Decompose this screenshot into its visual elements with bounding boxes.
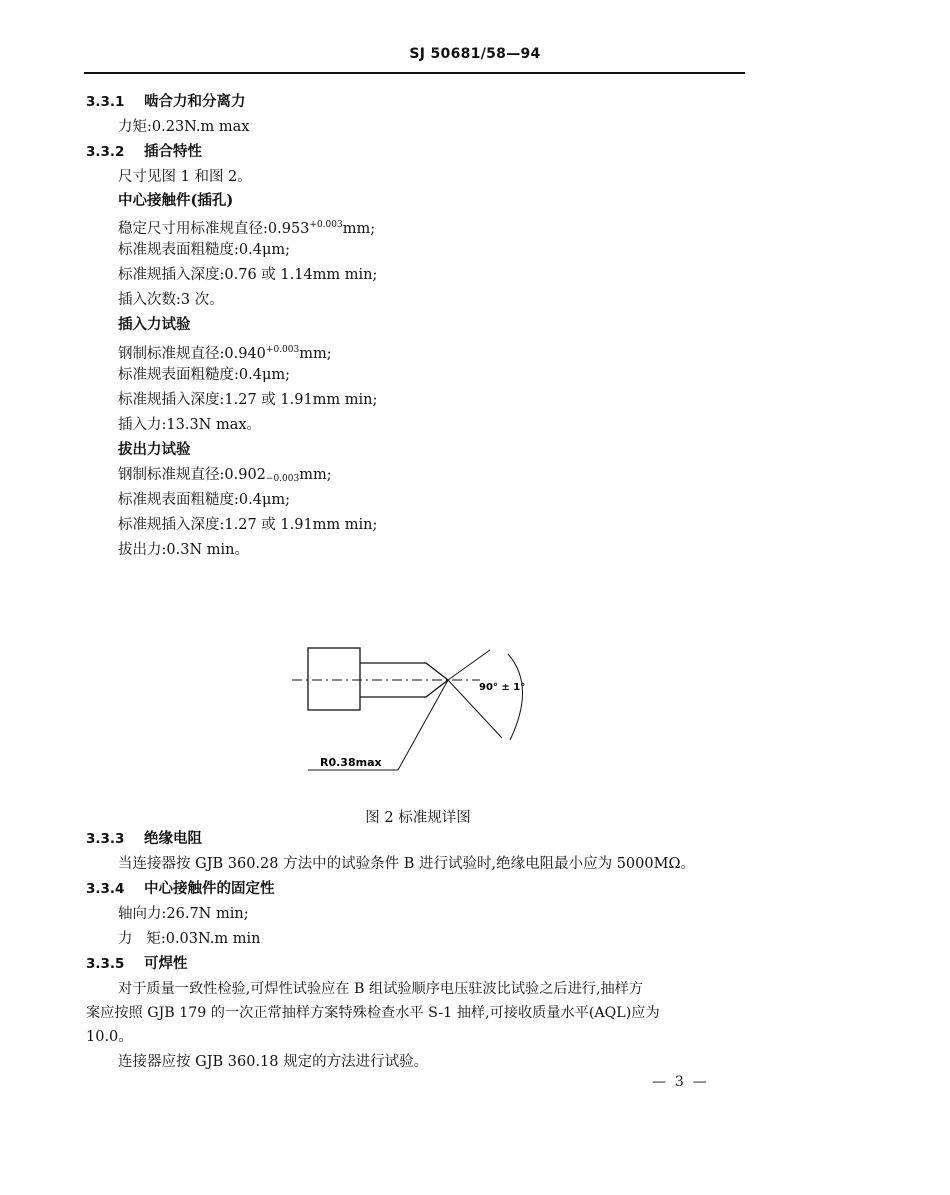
text-segment: mm; [299, 467, 332, 483]
text-line: 插入力试验 [118, 316, 191, 333]
text-line: 拔出力:0.3N min。 [118, 542, 249, 558]
text-line: 拔出力试验 [118, 441, 191, 458]
steel-gauge-diameter-line [118, 466, 332, 488]
gauge-diameter-line [118, 216, 375, 238]
text-line: 10.0。 [86, 1029, 133, 1045]
text-line: 当连接器按 GJB 360.28 方法中的试验条件 B 进行试验时,绝缘电阻最小应为 5000MΩ。 [118, 856, 695, 872]
tolerance-superscript: +0.003 [265, 345, 300, 355]
radius-leader [398, 680, 448, 770]
text-line: 插入力:13.3N max。 [118, 417, 262, 433]
section-3-3-3-heading [86, 830, 202, 848]
radius-label: R0.38max [320, 756, 382, 769]
section-number: 3.3.1 [86, 94, 125, 110]
tolerance-superscript: +0.003 [309, 220, 343, 230]
section-3-3-2-heading [86, 143, 202, 161]
header-rule [84, 72, 745, 74]
gauge-head-outline [308, 648, 360, 710]
text-line: 标准规插入深度:1.27 或 1.91mm min; [118, 517, 378, 533]
text-segment: mm; [299, 346, 332, 362]
section-title: 中心接触件的固定性 [144, 880, 275, 897]
text-segment: 稳定尺寸用标准规直径:0.953 [118, 221, 310, 237]
text-line: 中心接触件(插孔) [118, 192, 234, 209]
text-line: 尺寸见图 1 和图 2。 [118, 169, 252, 185]
text-line: 对于质量一致性检验,可焊性试验应在 B 组试验顺序电压驻波比试验之后进行,抽样方 [118, 981, 644, 997]
steel-gauge-diameter-line [118, 341, 332, 363]
text-line: 插入次数:3 次。 [118, 292, 224, 308]
angle-label: 90° ± 1° [479, 682, 526, 693]
text-line: 标准规插入深度:0.76 或 1.14mm min; [118, 267, 378, 283]
angle-arc [508, 654, 523, 740]
document-id-header: SJ 50681/58—94 [409, 46, 541, 62]
text-line: 标准规表面粗糙度:0.4μm; [118, 492, 291, 508]
tolerance-subscript: −0.003 [265, 474, 300, 484]
text-line: 标准规表面粗糙度:0.4μm; [118, 242, 291, 258]
text-segment: 钢制标准规直径:0.940 [118, 346, 266, 362]
section-title: 插合特性 [144, 143, 202, 160]
text-segment: 钢制标准规直径:0.902 [118, 467, 266, 483]
section-number: 3.3.4 [86, 881, 125, 897]
text-line: 轴向力:26.7N min; [118, 906, 249, 922]
figure-caption: 图 2 标准规详图 [365, 810, 471, 826]
angle-leg-upper [448, 650, 490, 680]
text-line: 标准规表面粗糙度:0.4μm; [118, 367, 291, 383]
section-title: 可焊性 [144, 955, 188, 972]
text-line: 力 矩:0.03N.m min [118, 931, 261, 947]
text-segment: mm; [342, 221, 376, 237]
section-number: 3.3.5 [86, 956, 125, 972]
torque-line: 力矩:0.23N.m max [118, 119, 250, 135]
section-number: 3.3.2 [86, 144, 125, 160]
text-line: 连接器应按 GJB 360.18 规定的方法进行试验。 [118, 1054, 429, 1070]
section-number: 3.3.3 [86, 831, 125, 847]
section-3-3-5-heading [86, 955, 188, 973]
gauge-detail-drawing [280, 630, 560, 780]
text-line: 标准规插入深度:1.27 或 1.91mm min; [118, 392, 378, 408]
section-3-3-1-heading [86, 93, 246, 111]
page-number: — 3 — [652, 1074, 707, 1090]
text-line: 案应按照 GJB 179 的一次正常抽样方案特殊检查水平 S-1 抽样,可接收质量水平(AQL)应为 [86, 1005, 660, 1021]
section-title: 绝缘电阻 [144, 830, 202, 847]
section-title: 啮合力和分离力 [144, 93, 246, 110]
section-3-3-4-heading [86, 880, 275, 898]
